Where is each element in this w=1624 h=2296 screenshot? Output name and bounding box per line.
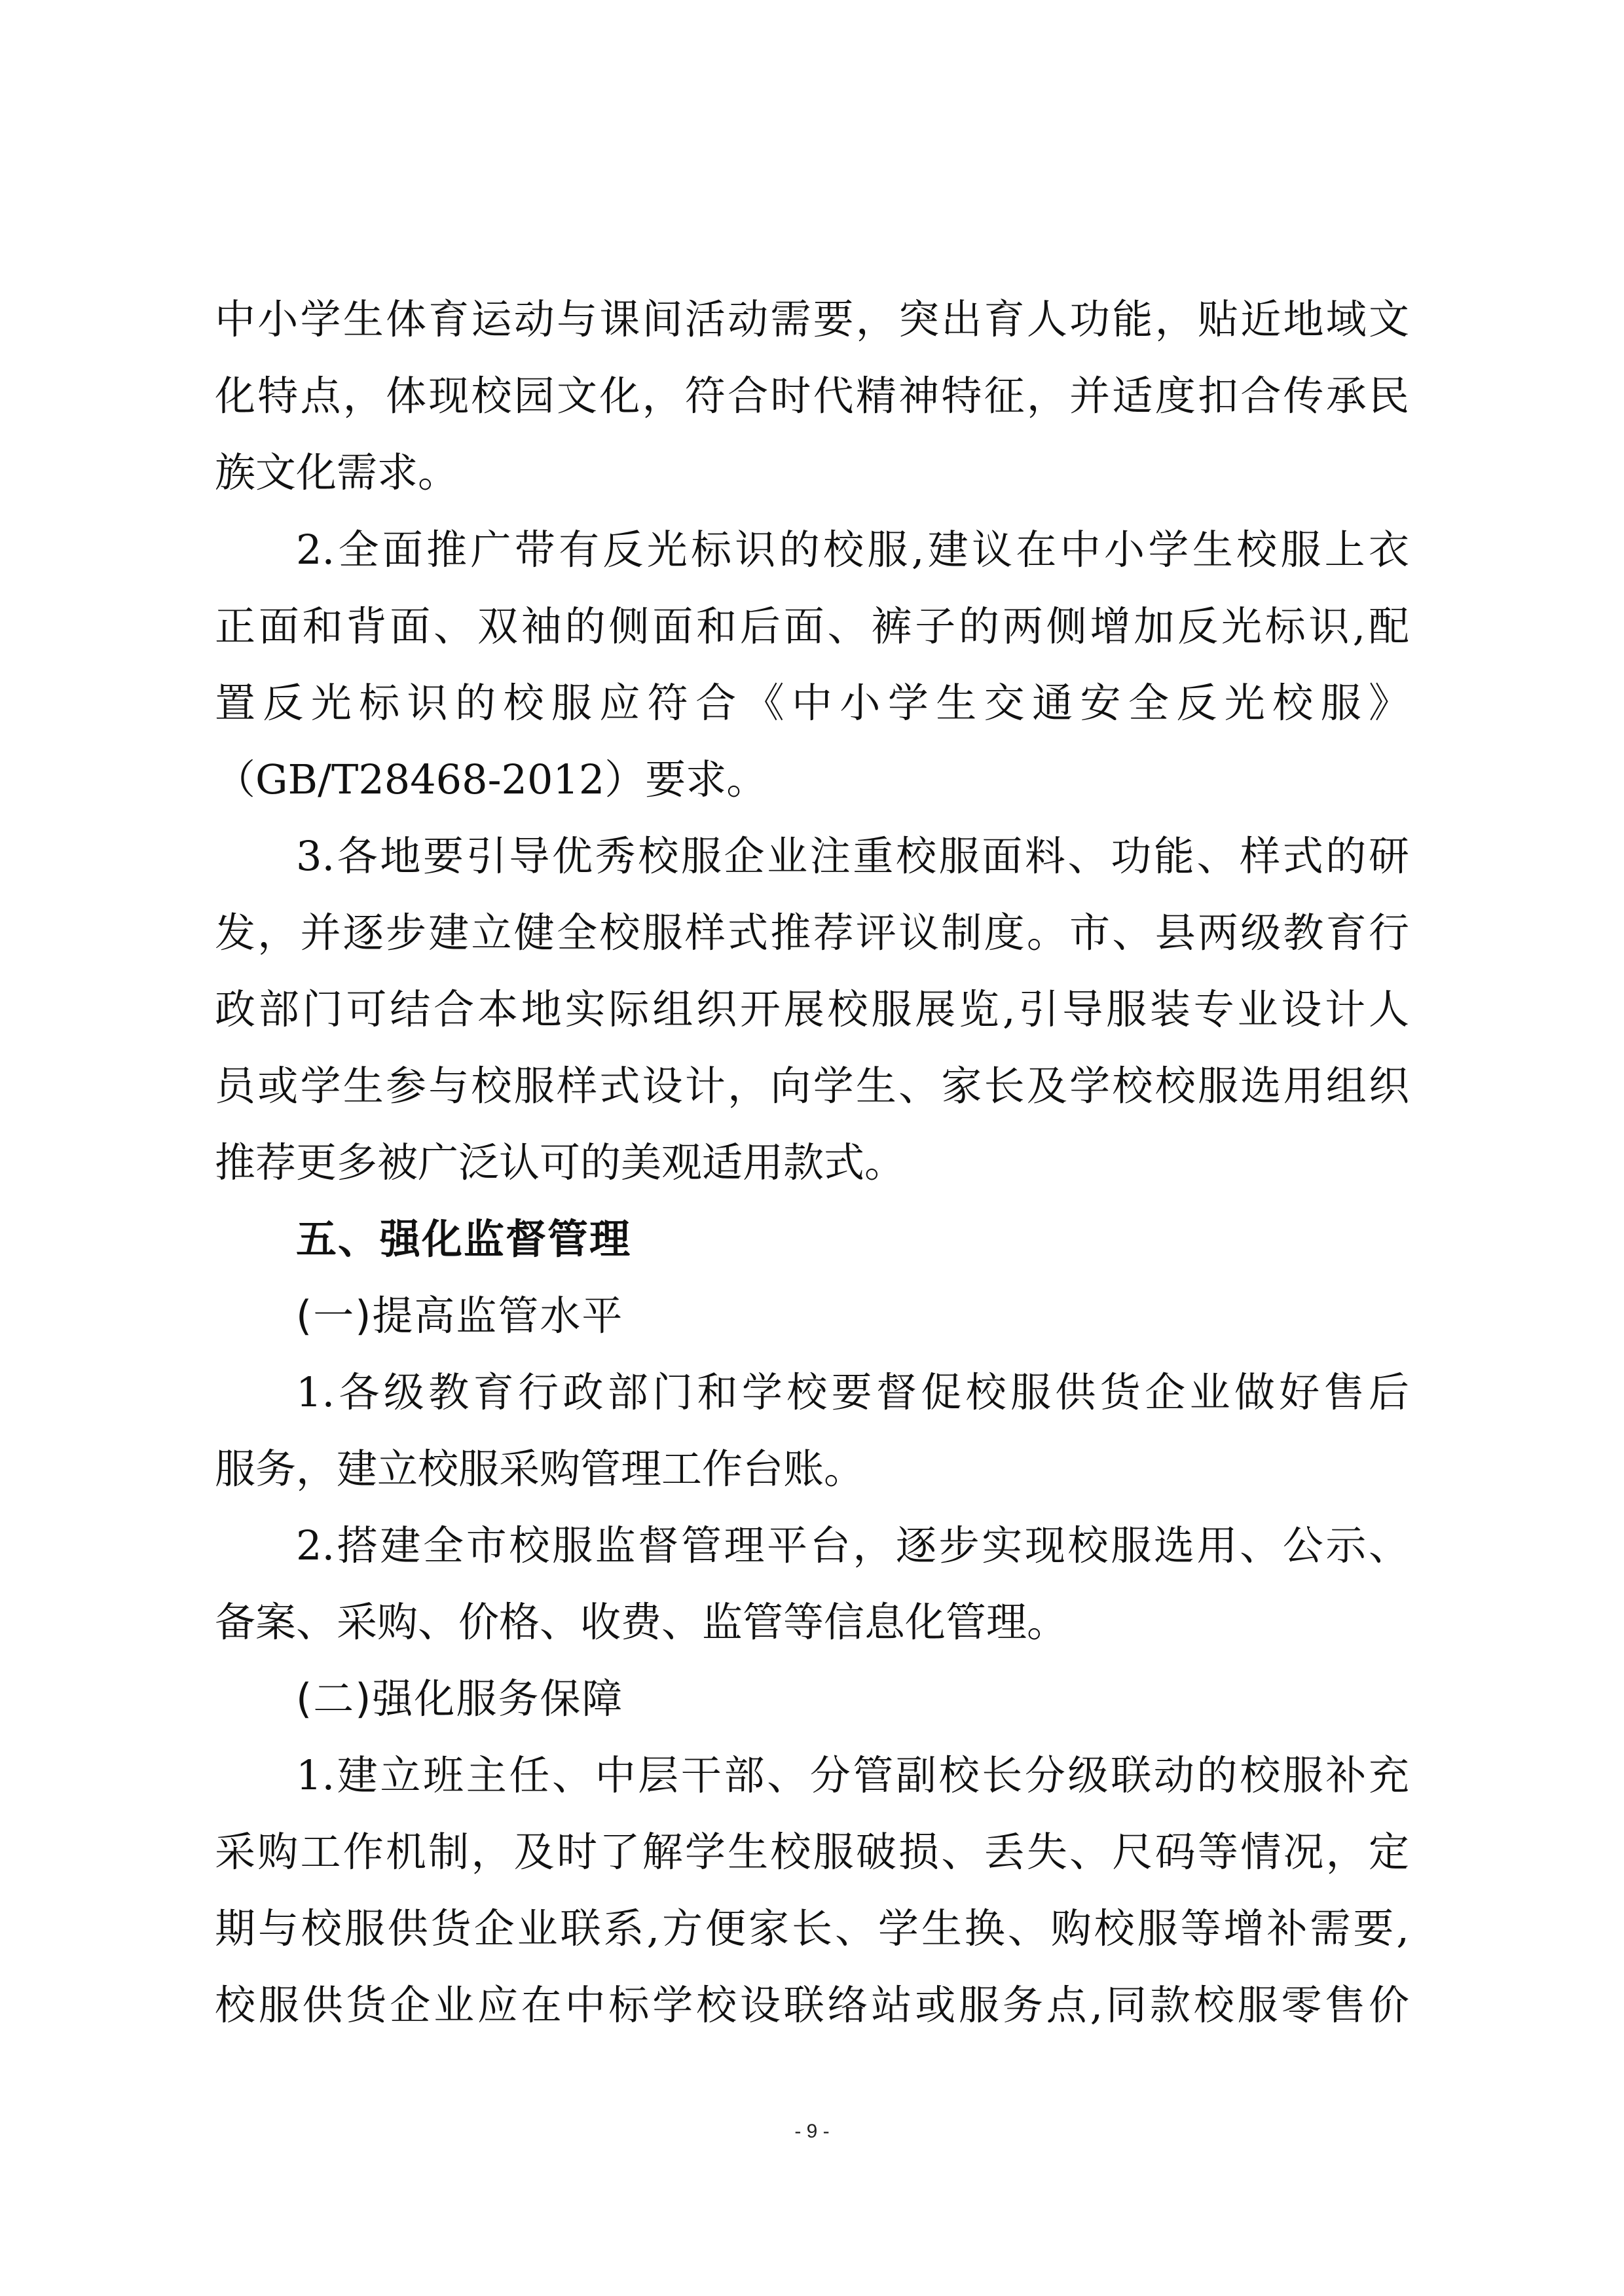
list-item-text: 2.搭建全市校服监督管理平台，逐步实现校服选用、公示、 [296,1522,1409,1569]
page-number: - 9 - [794,2121,830,2142]
body-text-line: 正面和背面、双袖的侧面和后面、裤子的两侧增加反光标识,配 [215,602,1409,650]
body-text-line: 服务，建立校服采购管理工作台账。 [215,1445,865,1493]
body-text-line: 员或学生参与校服样式设计，向学生、家长及学校校服选用组织 [215,1062,1409,1110]
list-item-text: 1.各级教育行政部门和学校要督促校服供货企业做好售后 [296,1368,1409,1416]
body-text-line: 校服供货企业应在中标学校设联络站或服务点,同款校服零售价 [215,1981,1409,2029]
section-heading: 五、强化监督管理 [296,1215,632,1263]
body-text-line: 发，并逐步建立健全校服样式推荐评议制度。市、县两级教育行 [215,909,1409,957]
list-item-text: 1.建立班主任、中层干部、分管副校长分级联动的校服补充 [296,1751,1409,1799]
body-text-line: 化特点，体现校园文化，符合时代精神特征，并适度扣合传承民 [215,372,1409,420]
body-text-line: 政部门可结合本地实际组织开展校服展览,引导服装专业设计人 [215,985,1409,1033]
body-text-line: 推荐更多被广泛认可的美观适用款式。 [215,1139,906,1186]
body-text-line: （GB/T28468-2012）要求。 [215,756,767,803]
list-item-text: 2.全面推广带有反光标识的校服,建议在中小学生校服上衣 [296,526,1409,574]
body-text-line: 族文化需求。 [215,448,459,496]
subsection-heading: (二)强化服务保障 [296,1675,624,1722]
list-item-text: 3.各地要引导优秀校服企业注重校服面料、功能、样式的研 [296,832,1409,880]
body-text-line: 备案、采购、价格、收费、监管等信息化管理。 [215,1598,1068,1646]
body-text-line: 置反光标识的校服应符合《中小学生交通安全反光校服》 [215,679,1409,727]
body-text-line: 期与校服供货企业联系,方便家长、学生换、购校服等增补需要, [215,1904,1409,1952]
body-text-line: 采购工作机制，及时了解学生校服破损、丢失、尺码等情况，定 [215,1828,1409,1876]
body-text-line: 中小学生体育运动与课间活动需要，突出育人功能，贴近地域文 [215,295,1409,343]
subsection-heading: (一)提高监管水平 [296,1292,624,1339]
